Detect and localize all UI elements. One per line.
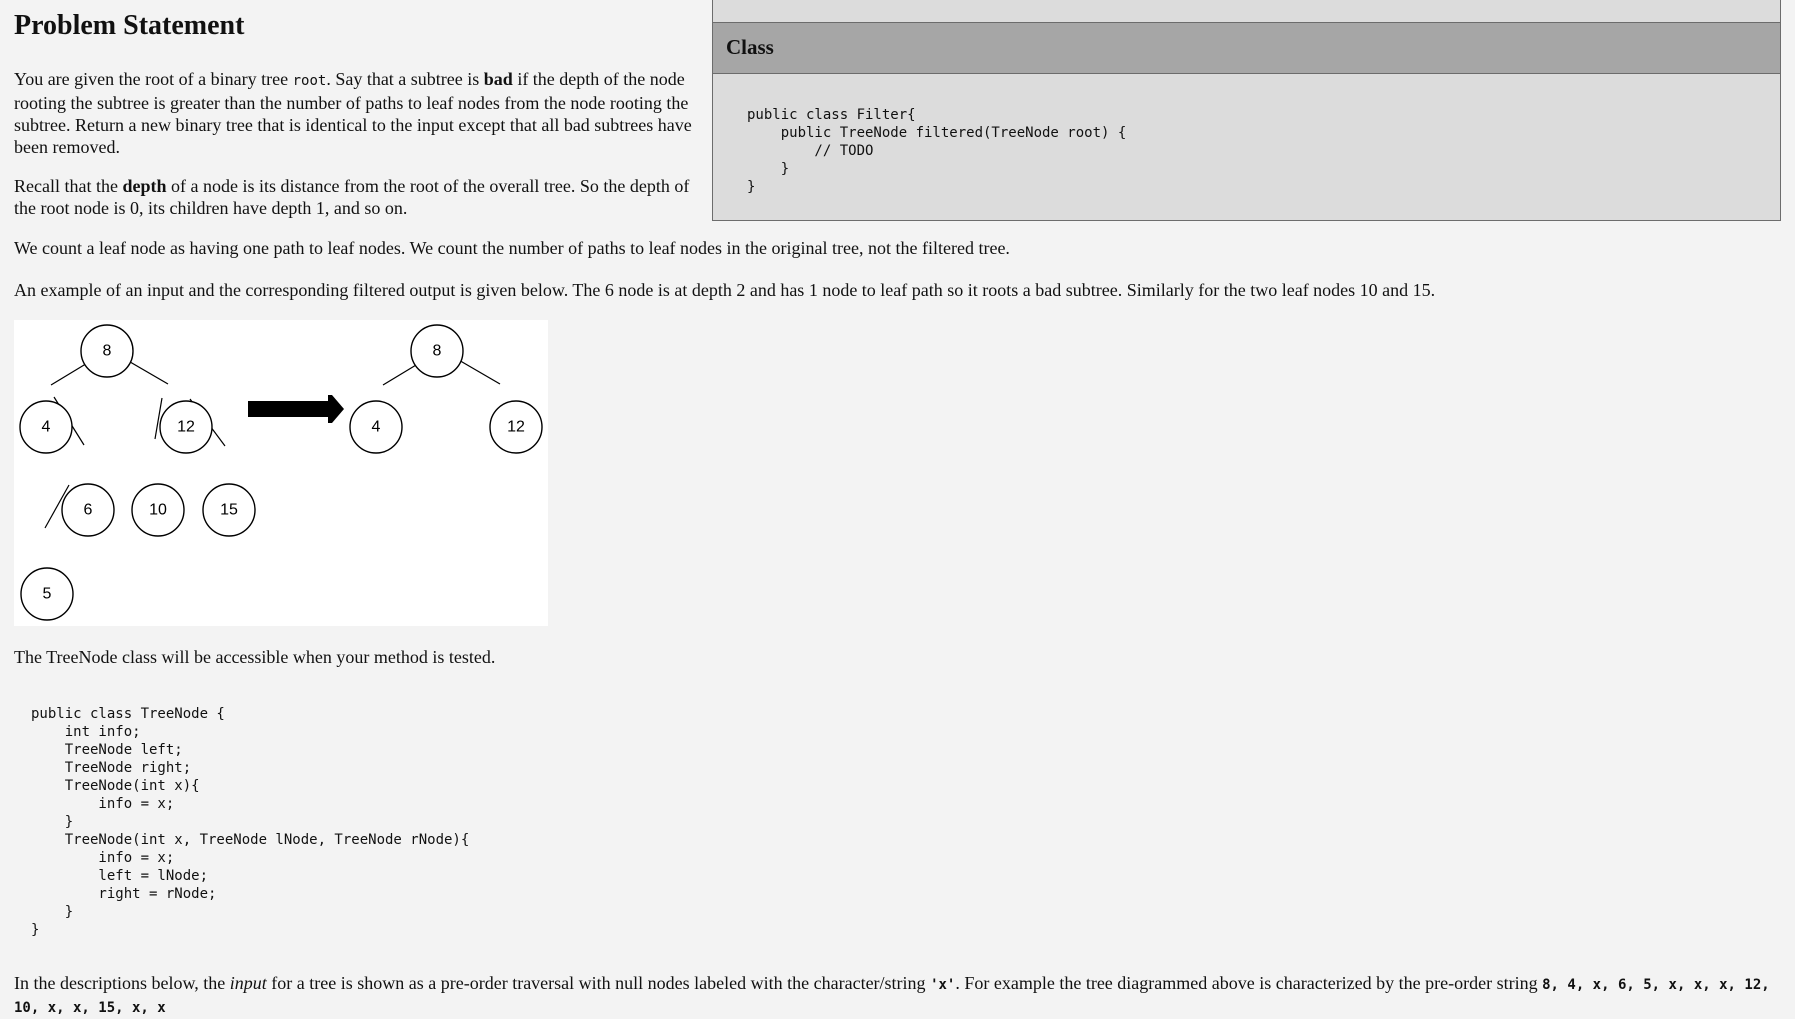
tree-node [21, 568, 73, 620]
treenode-code-block: public class TreeNode { int info; TreeNode left; TreeNode right; TreeNode(int x){ info = x; } TreeNode(int x, TreeNode lNode, TreeNode rNode){ info = x; left = lNode; right = rNode; } } [31, 706, 470, 938]
depth-term: depth [122, 176, 167, 196]
tree-node [411, 325, 463, 377]
svg-text:8: 8 [102, 342, 112, 360]
preorder-string: 8, 4, x, 6, 5, x, x, x, 12, 10, x, x, 15, x, x [14, 977, 1770, 1016]
problem-paragraph-5: The TreeNode class will be accessible when your method is tested. [14, 647, 496, 667]
tree-node [62, 484, 114, 536]
tree-node [160, 401, 212, 453]
tree-node [132, 484, 184, 536]
problem-paragraph-4: An example of an input and the corresponding filtered output is given below. The 6 node is at depth 2 and has 1 node to leaf path so it roots a bad subtree. Similarly for the two leaf nodes 10 and 15. [14, 280, 1436, 300]
page-title: Problem Statement [14, 10, 245, 41]
root-code: root [292, 73, 327, 89]
svg-text:4: 4 [371, 418, 381, 436]
svg-text:10: 10 [149, 501, 167, 519]
class-panel [712, 0, 1781, 221]
right-arrow-icon [248, 395, 344, 423]
bad-term: bad [483, 69, 513, 89]
problem-paragraph-6: In the descriptions below, the input for a tree is shown as a pre-order traversal with null nodes labeled with the character/string 'x'. For example the tree diagrammed above is characterized by the pre-order string 8, 4, x, 6, 5, x, x, x, 12, 10, x, x, 15, x, x [14, 973, 1770, 1016]
svg-text:8: 8 [432, 342, 442, 360]
tree-node [81, 325, 133, 377]
null-char-code: 'x' [930, 977, 956, 993]
input-term: input [229, 973, 267, 993]
problem-paragraph-1: You are given the root of a binary tree root. Say that a subtree is bad if the depth of the node rooting the subtree is greater than the number of paths to leaf nodes from the node rooting the subtree. Return a new binary tree that is identical to the input except that all bad subtrees have been removed. [14, 69, 692, 157]
problem-paragraph-2: Recall that the depth of a node is its distance from the root of the overall tree. So the depth of the root node is 0, its children have depth 1, and so on. [14, 176, 690, 218]
tree-node [490, 401, 542, 453]
svg-text:4: 4 [41, 418, 51, 436]
svg-text:6: 6 [83, 501, 93, 519]
tree-diagram [14, 320, 548, 626]
svg-text:15: 15 [220, 501, 238, 519]
problem-paragraph-3: We count a leaf node as having one path to leaf nodes. We count the number of paths to leaf nodes in the original tree, not the filtered tree. [14, 238, 1010, 258]
edge-out-8-12 [457, 359, 500, 384]
tree-node [20, 401, 72, 453]
svg-text:12: 12 [177, 418, 195, 436]
class-panel-title: Class [726, 35, 774, 59]
class-panel-header [713, 22, 1780, 74]
edge-8-12 [125, 359, 168, 384]
svg-text:5: 5 [42, 585, 52, 603]
svg-text:12: 12 [507, 418, 525, 436]
tree-node [203, 484, 255, 536]
class-code-block: public class Filter{ public TreeNode filtered(TreeNode root) { // TODO } } [747, 107, 1127, 195]
tree-node [350, 401, 402, 453]
